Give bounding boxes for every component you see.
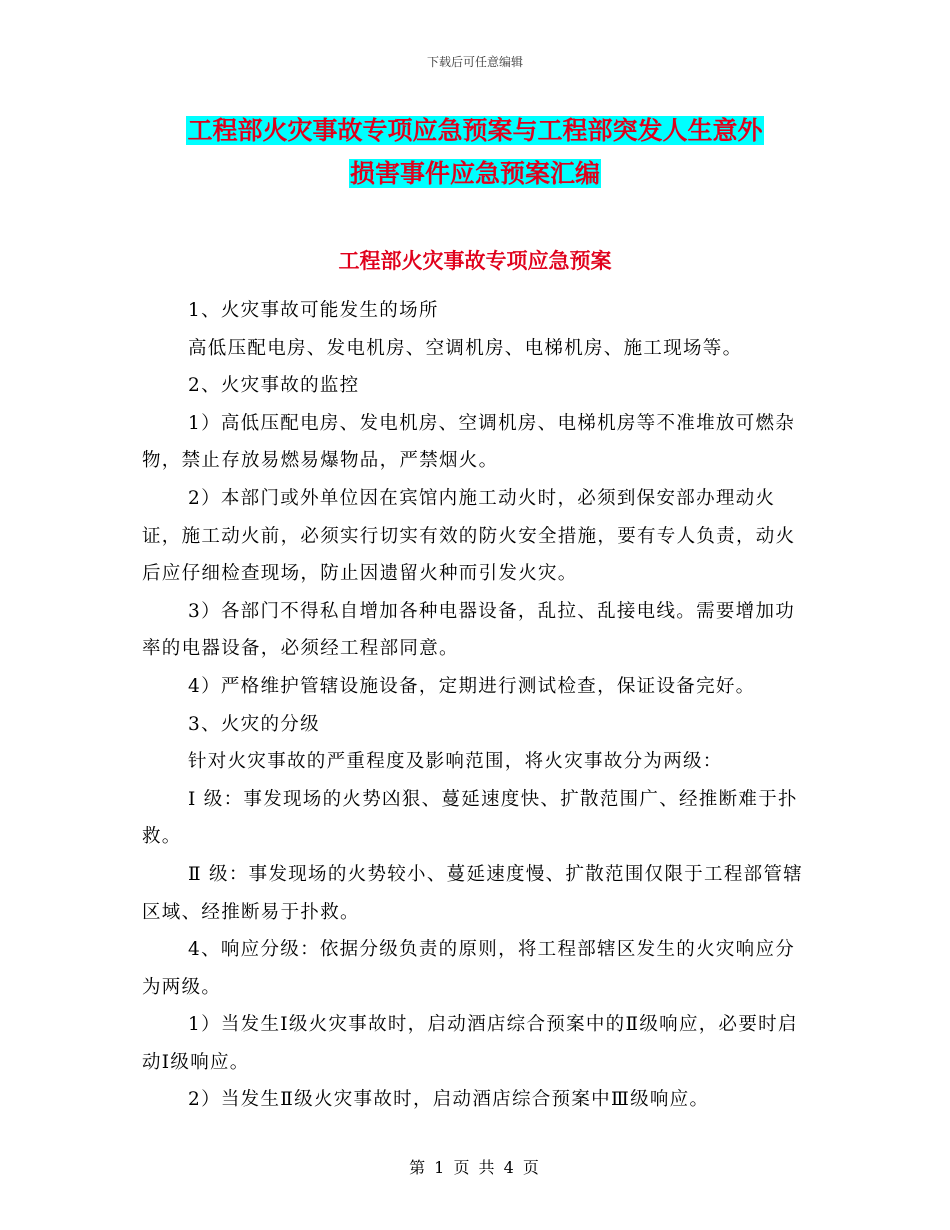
paragraph: 2）当发生Ⅱ级火灾事故时，启动酒店综合预案中Ⅲ级响应。: [188, 1089, 710, 1111]
paragraph: 针对火灾事故的严重程度及影响范围，将火灾事故分为两级：: [188, 751, 723, 773]
paragraph: 4）严格维护管辖设施设备，定期进行测试检查，保证设备完好。: [188, 675, 756, 697]
header-note: 下载后可任意编辑: [426, 55, 523, 69]
paragraph: 高低压配电房、发电机房、空调机房、电梯机房、施工现场等。: [188, 337, 743, 359]
paragraph: 1）高低压配电房、发电机房、空调机房、电梯机房等不准堆放可燃杂物，禁止存放易燃易爆物品，严禁烟火。: [142, 412, 796, 472]
paragraph: 2）本部门或外单位因在宾馆内施工动火时，必须到保安部办理动火证，施工动火前，必须实行切实有效的防火安全措施，要有专人负责，动火后应仔细检查现场，防止因遗留火种而引发火灾。: [142, 487, 796, 585]
title-highlight-1: 工程部火灾事故专项应急预案与工程部突发人生意外: [187, 116, 763, 145]
section-title: 工程部火灾事故专项应急预案: [338, 249, 612, 273]
paragraph: 1）当发生Ⅰ级火灾事故时，启动酒店综合预案中的Ⅱ级响应，必要时启动Ⅰ级响应。: [142, 1014, 798, 1073]
paragraph: 3）各部门不得私自增加各种电器设备，乱拉、乱接电线。需要增加功率的电器设备，必须经工程部同意。: [142, 600, 796, 660]
paragraph: 2、火灾事故的监控: [188, 375, 360, 397]
paragraph: Ⅰ 级：事发现场的火势凶狠、蔓延速度快、扩散范围广、经推断难于扑救。: [142, 788, 798, 848]
paragraph: Ⅱ 级：事发现场的火势较小、蔓延速度慢、扩散范围仅限于工程部管辖区域、经推断易于扑救。: [142, 863, 804, 923]
document-body: [142, 292, 812, 1119]
document-title-line-1: [140, 108, 810, 154]
page-number-footer: 第 1 页 共 4 页: [409, 1158, 541, 1177]
paragraph: 3、火灾的分级: [188, 713, 320, 735]
paragraph: 4、响应分级：依据分级负责的原则，将工程部辖区发生的火灾响应分为两级。: [142, 939, 796, 998]
document-title-line-2: [140, 151, 810, 197]
paragraph: 1、火灾事故可能发生的场所: [188, 300, 439, 321]
title-highlight-2: 损害事件应急预案汇编: [349, 159, 600, 188]
